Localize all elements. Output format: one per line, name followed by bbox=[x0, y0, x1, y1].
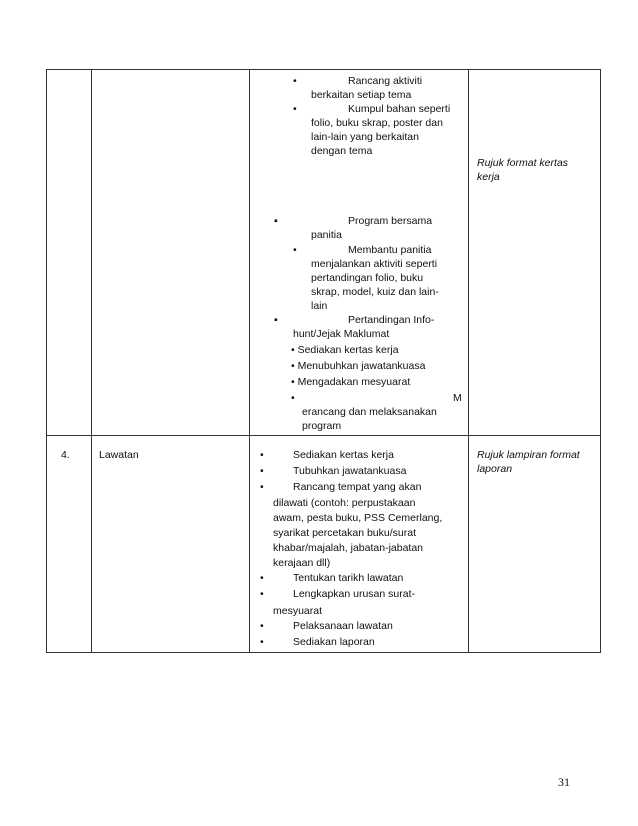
list-item: • Membantu panitia bbox=[293, 244, 432, 256]
reference-cell: Rujuk lampiran format laporan bbox=[469, 436, 601, 653]
number-cell: 4. bbox=[47, 436, 92, 653]
list-item: • Lengkapkan urusan surat- bbox=[260, 588, 415, 600]
activity-cell: Lawatan bbox=[92, 436, 250, 653]
steps-list: • Sediakan kertas kerja • Tubuhkan jawatankuasa • Rancang tempat yang akan dilawati (contoh: perpustakaan awam, pesta buku, PSS Cemerlang, syarikat percetakan buku/surat khabar/majalah, jabatan-jabatan kerajaan dll) • Tentukan tarikh lawatan • Lengkapkan urusan surat- mesyuarat • Pelaksanaan lawatan • Sediakan laporan bbox=[250, 448, 468, 651]
list-item: • Mengadakan mesyuarat bbox=[291, 376, 411, 388]
steps-list: • Rancang aktiviti berkaitan setiap tema • Kumpul bahan seperti folio, buku skrap, poster dan lain-lain yang berkaitan dengan tema ▪ Program bersama panitia • Membantu panitia menjalankan aktiviti seperti pertandingan folio, buku skrap, model, kuiz dan lain- lain ▪ Pertandingan Info- hunt/Jejak Maklumat • Sediakan kertas kerja • Menubuhkan jawatankuasa • Mengadakan mesyuarat • M erancang dan melaksanakan program bbox=[250, 74, 468, 433]
list-item: • Sediakan kertas kerja bbox=[291, 344, 399, 356]
reference-cell: Rujuk format kertas kerja bbox=[469, 70, 601, 436]
list-item: • Pelaksanaan lawatan bbox=[260, 620, 393, 632]
list-item: • Menubuhkan jawatankuasa bbox=[291, 360, 426, 372]
list-item: • Sediakan kertas kerja bbox=[260, 449, 394, 461]
list-item: ▪ Program bersama bbox=[274, 215, 433, 227]
table-row bbox=[47, 70, 601, 436]
list-item: • Sediakan laporan bbox=[260, 636, 375, 648]
list-item: • Tubuhkan jawatankuasa bbox=[260, 465, 407, 477]
list-item: • Tentukan tarikh lawatan bbox=[260, 572, 404, 584]
steps-cell bbox=[250, 436, 469, 653]
list-item: ▪ Pertandingan Info- bbox=[274, 314, 435, 326]
activity-table bbox=[46, 69, 601, 653]
list-item: • M bbox=[291, 392, 462, 404]
list-item: • Kumpul bahan seperti bbox=[293, 103, 451, 115]
activity-cell bbox=[92, 70, 250, 436]
page-number: 31 bbox=[558, 775, 570, 789]
table-row bbox=[47, 436, 601, 653]
list-item: • Rancang tempat yang akan bbox=[260, 481, 422, 493]
list-item: • Rancang aktiviti bbox=[293, 75, 423, 87]
steps-cell bbox=[250, 70, 469, 436]
number-cell bbox=[47, 70, 92, 436]
